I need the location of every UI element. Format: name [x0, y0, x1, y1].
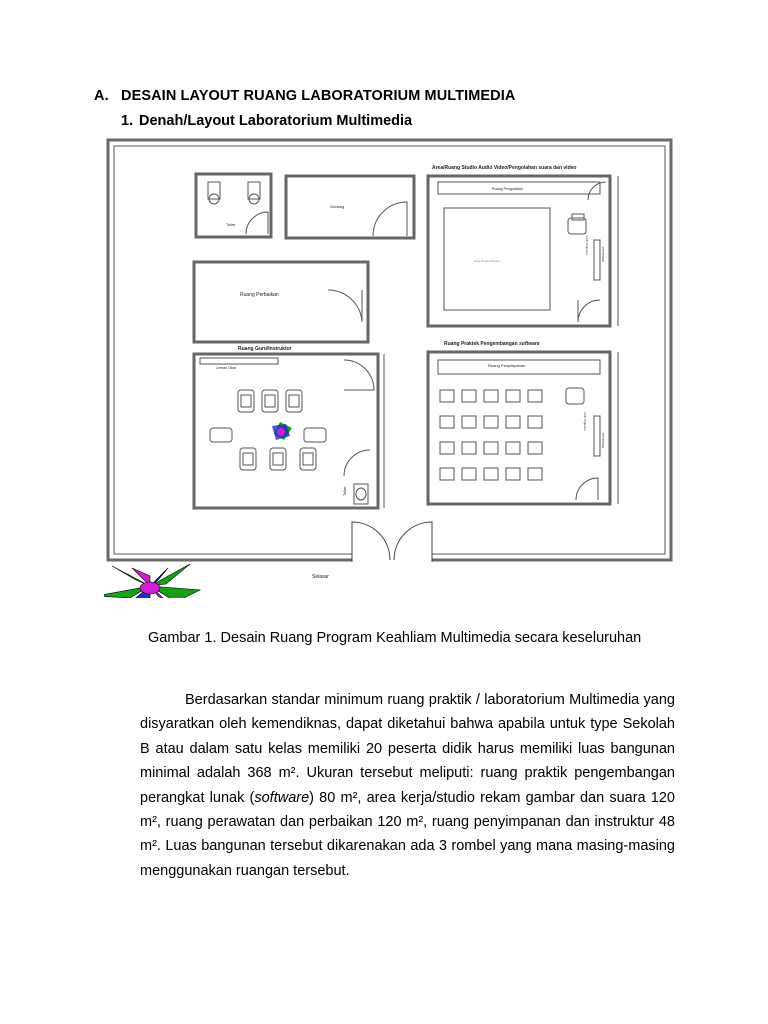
meeting-table-plant	[272, 422, 292, 440]
label-toilet-bottom: Toilet	[342, 486, 347, 496]
flower-clipart	[104, 564, 200, 598]
label-studio-stage: Area Studio Rekam	[474, 259, 501, 263]
student-desks	[440, 390, 542, 480]
subsection-title: Denah/Layout Laboratorium Multimedia	[139, 113, 413, 129]
label-studio: Area/Ruang Studio Audio Video/Pengolahan suara dan video	[432, 165, 577, 171]
label-studio-inner: Ruang Pengolahan	[492, 187, 523, 191]
outer-wall	[108, 140, 671, 560]
figure-caption: Gambar 1. Desain Ruang Program Keahliam Multimedia secara keseluruhan	[148, 630, 642, 646]
section-title: DESAIN LAYOUT RUANG LABORATORIUM MULTIMEDIA	[121, 88, 516, 104]
section-heading	[94, 88, 515, 104]
label-gudang: Gudang	[330, 204, 345, 209]
label-lcd-studio: LCD Projector	[585, 236, 589, 255]
label-software: Ruang Praktek Pengembangan software	[444, 341, 540, 347]
label-penyimpanan: Ruang Penyimpanan	[488, 363, 526, 368]
paragraph-part-2: ) 80 m², area kerja/studio rekam gambar dan suara 120 m², ruang perawatan dan perbaikan 120 m², ruang penyimpanan dan instruktur 48 m². Luas bangunan tersebut dikarenakan ada 3 rombel yang mana masing-masing menggunakan ruangan tersebut.	[140, 789, 675, 879]
label-whiteboard-studio: Whiteboard	[601, 246, 605, 262]
gudang-room	[286, 176, 414, 238]
section-number: A.	[94, 88, 109, 104]
paragraph-part-1: Berdasarkan standar minimum ruang praktik / laboratorium Multimedia yang disyaratkan oleh kemendiknas, dapat diketahui bahwa apabila untuk type Sekolah B atau dalam satu kelas memiliki 20 peserta didik harus memiliki luas bangunan minimal adalah 368 m². Ukuran tersebut meliputi: ruang praktik pengembangan perangkat lunak (	[140, 692, 675, 806]
label-guru-storage: Lemari Obat	[216, 366, 236, 370]
subsection-heading	[121, 113, 412, 129]
body-paragraph	[140, 688, 675, 883]
label-corridor: Selasar	[312, 574, 329, 580]
label-toilet-top: Toilet	[226, 222, 236, 227]
perbaikan-room	[194, 262, 368, 342]
paragraph-italic: software	[254, 789, 310, 806]
label-whiteboard-software: Whiteboard	[601, 432, 605, 448]
label-guru: Ruang Guru/Instruktur	[238, 346, 292, 352]
instructor-chairs	[210, 390, 326, 470]
label-perbaikan: Ruang Perbaikan	[240, 292, 279, 298]
floor-plan	[104, 138, 676, 598]
studio-room	[428, 176, 610, 326]
label-lcd-software: LCD Projector	[583, 412, 587, 431]
subsection-number: 1.	[121, 113, 134, 129]
